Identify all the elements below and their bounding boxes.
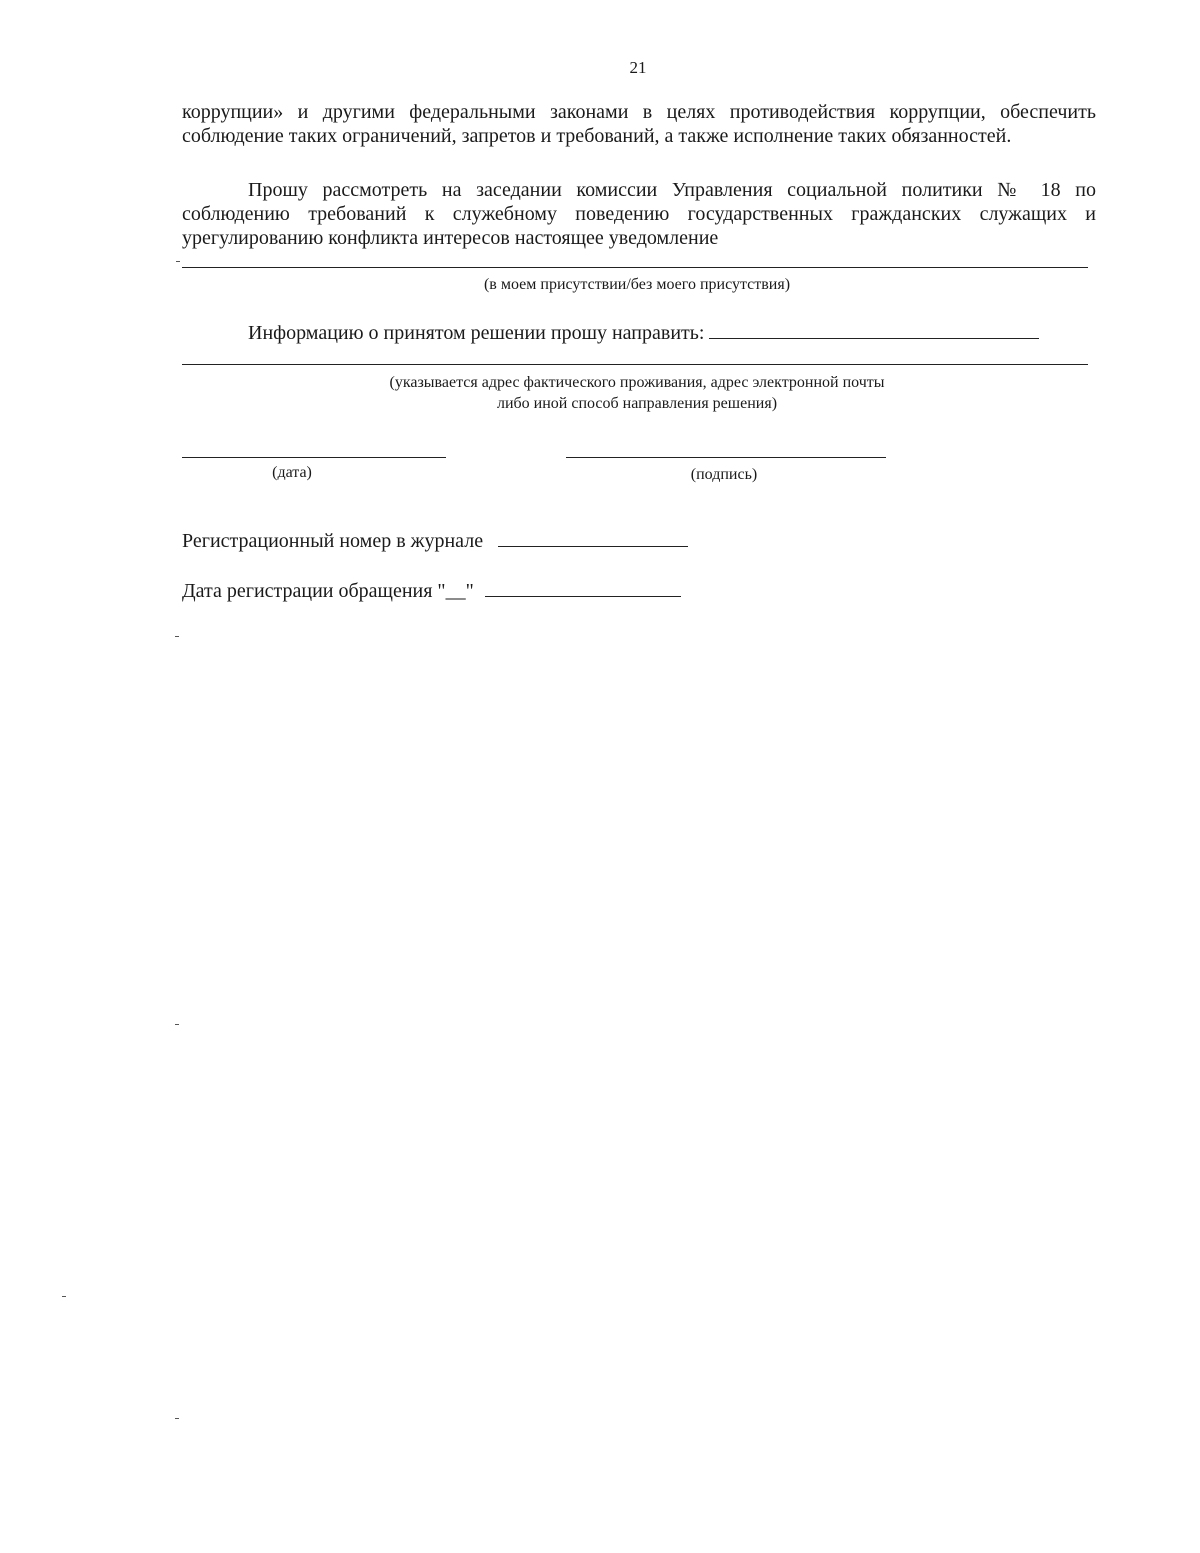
paragraph-request: Прошу рассмотреть на заседании комиссии Управления социальной политики № 18 по соблюдению требований к служебному поведению государственных гражданских служащих и урегулированию конфликта интересов настоящее уведомление — [182, 179, 1096, 249]
decision-row — [248, 320, 1039, 345]
decision-label: Информацию о принятом решении прошу направить: — [248, 322, 705, 344]
presence-caption: (в моем присутствии/без моего присутствия) — [483, 276, 791, 293]
scan-speck — [62, 1296, 66, 1297]
registration-number-label: Регистрационный номер в журнале — [182, 530, 484, 552]
scan-speck — [176, 261, 180, 262]
registration-date-field[interactable] — [485, 578, 681, 597]
decision-field[interactable] — [709, 320, 1039, 339]
page-number: 21 — [629, 58, 647, 77]
registration-number-field[interactable] — [498, 528, 688, 547]
presence-line[interactable] — [182, 267, 1088, 268]
signature-caption: (подпись) — [690, 466, 758, 483]
paragraph-obligations: коррупции» и другими федеральными законами в целях противодействия коррупции, обеспечить соблюдение таких ограничений, запретов и требований, а также исполнение таких обязанностей. — [182, 101, 1096, 147]
scan-speck — [175, 1418, 179, 1419]
registration-date-label: Дата регистрации обращения "__" — [182, 580, 474, 602]
decision-caption-line-2: либо иной способ направления решения) — [496, 395, 778, 412]
date-caption: (дата) — [272, 464, 312, 481]
decision-line-2[interactable] — [182, 364, 1088, 365]
decision-caption-line-1: (указывается адрес фактического проживания, адрес электронной почты — [389, 374, 885, 391]
scan-speck — [175, 636, 179, 637]
signature-field[interactable] — [566, 457, 886, 458]
registration-date-row — [182, 578, 681, 603]
scan-speck — [175, 1024, 179, 1025]
decision-caption — [182, 372, 1092, 414]
registration-number-row — [182, 528, 688, 553]
date-field[interactable] — [182, 457, 446, 458]
